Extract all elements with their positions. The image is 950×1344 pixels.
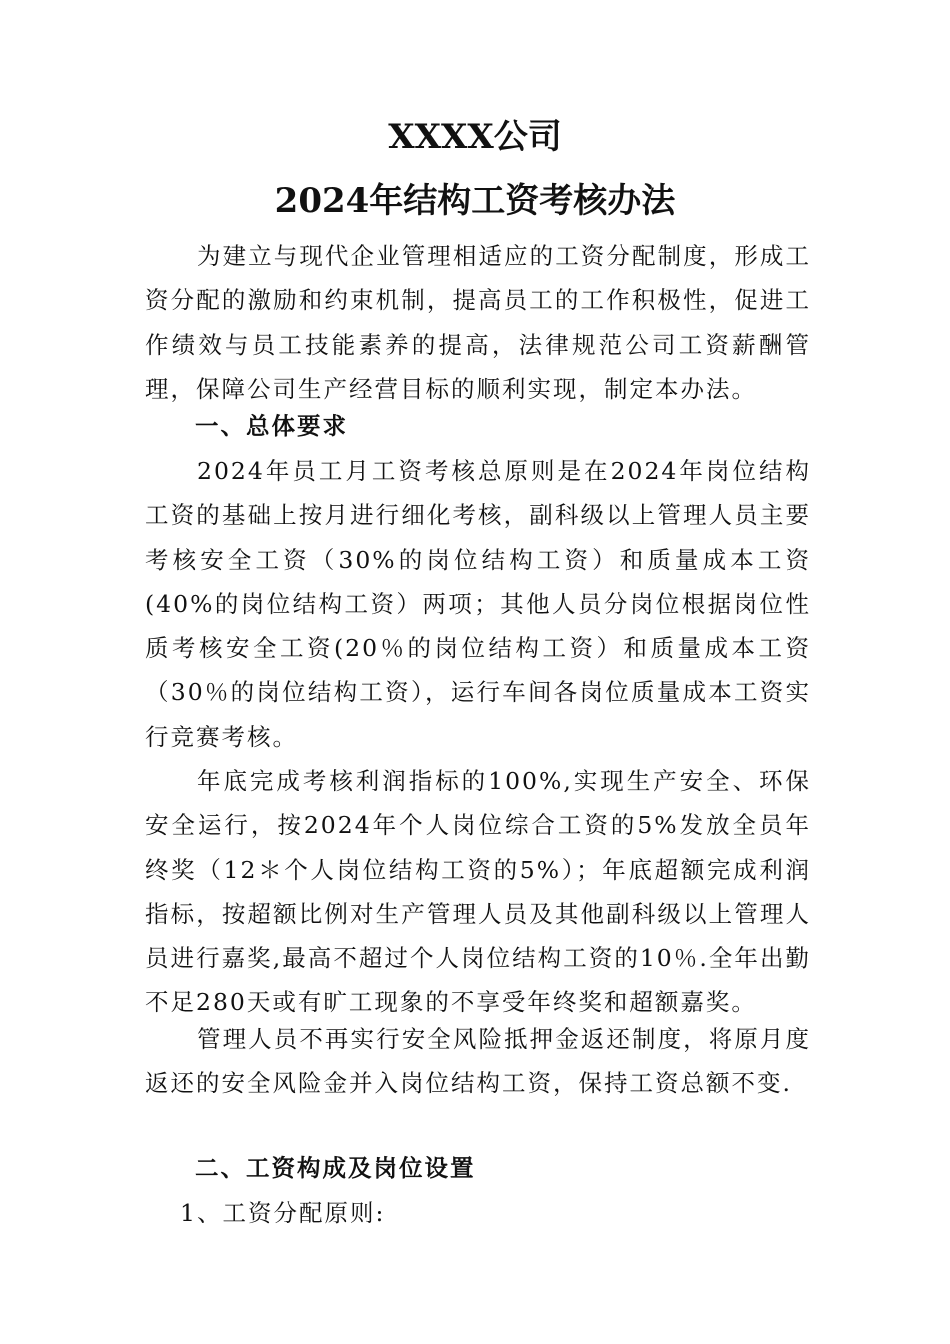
section1-paragraph-3: 管理人员不再实行安全风险抵押金返还制度，将原月度返还的安全风险金并入岗位结构工资，保持工资总额不变. (145, 1025, 811, 1098)
section2-item-1: 1、工资分配原则: (180, 1199, 386, 1227)
intro-paragraph: 为建立与现代企业管理相适应的工资分配制度，形成工资分配的激励和约束机制，提高员工的工作积极性，促进工作绩效与员工技能素养的提高，法律规范公司工资薪酬管理，保障公司生产经营目标的顺利实现，制定本办法。 (145, 242, 811, 403)
section1-paragraph-2: 年底完成考核利润指标的100%,实现生产安全、环保安全运行，按2024年个人岗位综合工资的5%发放全员年终奖（12＊个人岗位结构工资的5%）；年底超额完成利润指标，按超额比例对生产管理人员及其他副科级以上管理人员进行嘉奖,最高不超过个人岗位结构工资的10％.全年出勤不足280天或有旷工现象的不享受年终奖和超额嘉奖。 (145, 767, 811, 1017)
document-title-company: XXXX公司 (388, 117, 562, 157)
section1-paragraph-1: 2024年员工月工资考核总原则是在2024年岗位结构工资的基础上按月进行细化考核，副科级以上管理人员主要考核安全工资（30%的岗位结构工资）和质量成本工资(40%的岗位结构工资）两项；其他人员分岗位根据岗位性质考核安全工资(20％的岗位结构工资）和质量成本工资（30％的岗位结构工资），运行车间各岗位质量成本工资实行竞赛考核。 (145, 457, 811, 751)
section1-heading: 一、总体要求 (195, 412, 348, 440)
section2-heading: 二、工资构成及岗位设置 (195, 1154, 476, 1182)
document-title: 2024年结构工资考核办法 (274, 181, 676, 221)
